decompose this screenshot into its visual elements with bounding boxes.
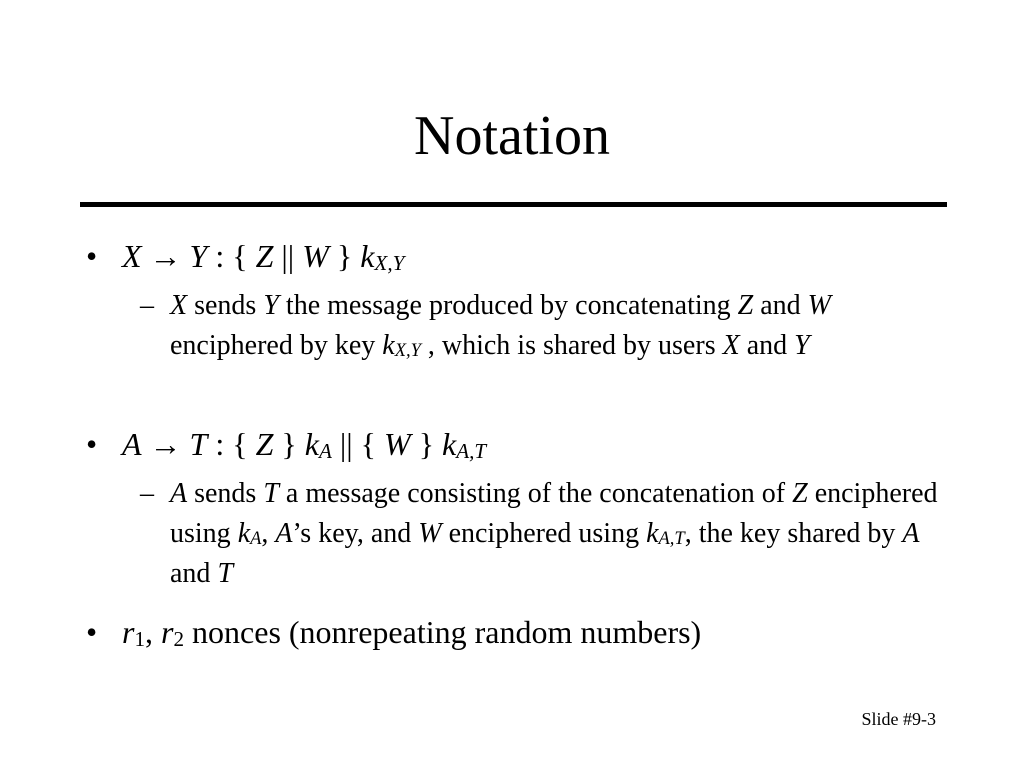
arrow-icon: → bbox=[149, 426, 182, 462]
title-divider bbox=[80, 202, 947, 207]
bullet-marker: • bbox=[86, 238, 98, 274]
sub-bullet-marker: – bbox=[140, 290, 154, 321]
slide-title: Notation bbox=[414, 105, 610, 167]
slide-number: Slide #9-3 bbox=[861, 709, 936, 729]
bullet-item-1 bbox=[86, 236, 404, 276]
bullet-3-text: $r_1$, $r_2$ nonces (nonrepeating random numbers) bbox=[122, 614, 702, 651]
sub-bullet-marker: – bbox=[140, 478, 154, 509]
bullet-2-description: – A sends T a message consisting of the concatenation of Z enciphered using $k_A$, A’s key, and W enciphered using $k_{A,T}$, the key shared by A and T bbox=[140, 474, 940, 594]
arrow-icon: → bbox=[149, 238, 182, 274]
bullet-2-formula: A → T : { Z } $k_A$ || { W } $k_{A,T}$ bbox=[122, 426, 487, 463]
bullet-1-formula: X → Y : { Z || W } $k_{X,Y}$ bbox=[122, 238, 405, 275]
bullet-marker: • bbox=[86, 426, 98, 462]
bullet-item-2 bbox=[86, 424, 486, 464]
bullet-marker: • bbox=[86, 614, 98, 650]
bullet-item-3 bbox=[86, 612, 701, 652]
bullet-1-description: – X sends Y the message produced by concatenating Z and W enciphered by key $k_{X,Y}$ , which is shared by users X and Y bbox=[140, 286, 940, 366]
